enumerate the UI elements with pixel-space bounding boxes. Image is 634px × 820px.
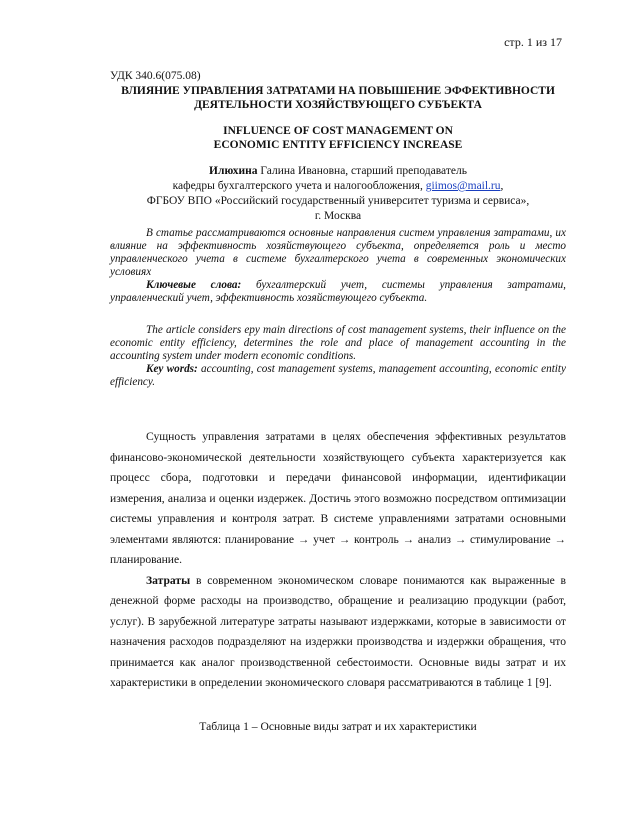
keywords-english-label: Key words: [146,363,198,375]
body-text [110,427,566,694]
body-paragraph-1: Сущность управления затратами в целях обеспечения эффективных результатов финансово-экономической деятельности хозяйствующего субъекта характеризуется как процесс сбора, подготовки и передачи финансовой информации, идентификации измерения, анализа и оценки издержек. Достичь этого возможно посредством оптимизации системы управления и контроля затрат. В системе управлениями затратами основными элементами являются: планирование → учет → контроль → анализ → стимулирование → планирование. [110,430,566,566]
title-english-line-2: ECONOMIC ENTITY EFFICIENCY INCREASE [213,139,463,151]
author-block [110,164,566,224]
udk-code: УДК 340.6(075.08) [110,70,201,82]
abstract-russian [110,227,566,305]
title-english-line-1: INFLUENCE OF COST MANAGEMENT ON [223,125,453,137]
author-surname: Илюхина [209,165,258,177]
keywords-russian-list: бухгалтерский учет, системы управления затратами, управленческий учет, эффективность хозяйствующего субъекта. [110,279,566,304]
author-line-2-suffix: , [500,180,504,192]
keywords-russian-label: Ключевые слова: [146,279,242,291]
author-department: кафедры бухгалтерского учета и налогообложения, [172,180,426,192]
table-caption: Таблица 1 – Основные виды затрат и их характеристики [199,720,477,733]
author-line-2 [110,179,566,194]
keywords-english [110,363,566,389]
abstract-english [110,324,566,389]
page-number: стр. 1 из 17 [504,35,562,49]
body-paragraph-2 [110,571,566,694]
author-city: г. Москва [314,210,362,222]
title-english [110,124,566,152]
author-line-1 [110,164,566,179]
abstract-russian-text: В статье рассматриваются основные направления систем управления затратами, их влияние на эффективность хозяйствующего субъекта, определяется роль и место управленческого учета в системе бухгалтерского учета в современных экономических условиях [110,227,566,278]
author-university: ФГБОУ ВПО «Российский государственный университет туризма и сервиса», [146,195,530,207]
keywords-russian [110,279,566,305]
title-russian-line-1: ВЛИЯНИЕ УПРАВЛЕНИЯ ЗАТРАТАМИ НА ПОВЫШЕНИЕ ЭФФЕКТИВНОСТИ [121,85,555,97]
keywords-english-list: accounting, cost management systems, management accounting, economic entity efficiency. [110,363,566,388]
author-email-link[interactable]: giimos@mail.ru [425,180,501,192]
body-paragraph-2-text: в современном экономическом словаре понимаются как выраженные в денежной форме расходы на производство, обращение и реализацию продукции (работ, услуг). В зарубежной литературе затраты называют издержками, которые в зависимости от назначения расходов подразделяют на издержки производства и издержки обращения, что принимается как аналог производственной себестоимости. Основные виды затрат и их характеристики в определении экономического словаря рассматриваются в таблице 1 [9]. [110,573,566,689]
title-russian-line-2: ДЕЯТЕЛЬНОСТИ ХОЗЯЙСТВУЮЩЕГО СУБЪЕКТА [194,99,482,111]
title-russian [110,84,566,112]
body-paragraph-2-term: Затраты [146,573,191,587]
abstract-english-text: The article considers epy main directions of cost management systems, their influence on the economic entity efficiency, determines the role and place of management accounting in the accounting system under modern economic conditions. [110,324,566,362]
author-name-position: Галина Ивановна, старший преподаватель [257,165,467,177]
